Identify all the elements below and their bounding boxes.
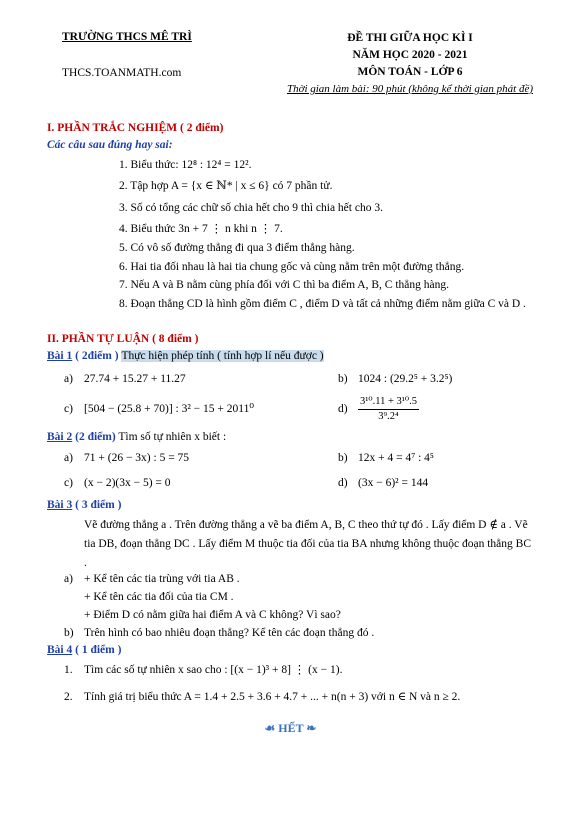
school-year: NĂM HỌC 2020 - 2021: [352, 49, 468, 61]
subject: MÔN TOÁN - LỚP 6: [357, 66, 463, 78]
bai1-points: ( 2điểm ): [72, 350, 122, 362]
bai2-task: Tìm số tự nhiên x biết :: [115, 431, 227, 443]
question-item-2: 2. Tập hợp A = {x ∈ ℕ* | x ≤ 6} có 7 phần tử.: [119, 180, 333, 192]
part1-instruction: Các câu sau đúng hay sai:: [47, 139, 173, 151]
bai2-points: (2 điểm): [72, 431, 116, 443]
bai1-c-expr: [504 − (25.8 + 70)] : 3² − 15 + 2011⁰: [84, 403, 254, 415]
header-right: [250, 30, 570, 98]
bai3-a1: a) + Kể tên các tia trùng với tia AB .: [64, 573, 240, 585]
bai2-d: d) (3x − 6)² = 144: [338, 477, 429, 489]
bai4-q2-text: Tính giá trị biểu thức A = 1.4 + 2.5 + 3.6 + 4.7 + ... + n(n + 3) với n ∈ N và n ≥ 2.: [84, 691, 461, 703]
bai3-description: Vẽ đường thẳng a . Trên đường thẳng a vẽ ba điểm A, B, C theo thứ tự đó . Lấy điểm D ∉ a . Vẽ tia DB, đoạn thẳng DC . Lấy điểm M thuộc tia đối của tia BA nhưng không thuộc đoạn thẳng BC .: [84, 519, 532, 569]
bai1-d-denominator: 3⁹.2⁴: [378, 411, 399, 423]
website: THCS.TOANMATH.com: [62, 66, 182, 79]
bai3-b-text: Trên hình có bao nhiêu đoạn thẳng? Kể tên các đoạn thẳng đó .: [84, 627, 375, 639]
bai1-task: Thực hiện phép tính ( tính hợp lí nếu được ): [121, 350, 324, 362]
bai2-label: Bài 2: [47, 431, 73, 443]
bai2-c: c) (x − 2)(3x − 5) = 0: [64, 477, 171, 489]
bai2-d-expr: (3x − 6)² = 144: [358, 477, 429, 489]
bai3-label: Bài 3: [47, 499, 73, 511]
bai1-d-fraction: [358, 395, 419, 424]
bai4-q2: 2. Tính giá trị biểu thức A = 1.4 + 2.5 + 3.6 + 4.7 + ... + n(n + 3) với n ∈ N và n ≥ 2.: [64, 691, 461, 703]
question-item-5: 5. Có vô số đường thẳng đi qua 3 điểm thẳng hàng.: [119, 242, 355, 254]
question-item-3: 3. Số có tổng các chữ số chia hết cho 9 thì chia hết cho 3.: [119, 202, 383, 214]
bai4-heading: [47, 643, 121, 659]
end-marker: ☙ HẾT ❧: [264, 721, 317, 735]
bai1-d-numerator: 3¹⁰.11 + 3¹⁰.5: [358, 395, 419, 410]
part2-title: II. PHẦN TỰ LUẬN ( 8 điểm ): [47, 333, 199, 345]
question-item-8: 8. Đoạn thẳng CD là hình gồm điểm C , điểm D và tất cả những điểm nằm giữa C và D .: [119, 298, 526, 310]
bai1-b-expr: 1024 : (29.2⁵ + 3.2⁵): [358, 373, 453, 385]
question-item-4: 4. Biểu thức 3n + 7 ⋮ n khi n ⋮ 7.: [119, 223, 283, 235]
bai3-heading: [47, 498, 121, 514]
part1-title: I. PHẦN TRẮC NGHIỆM ( 2 điểm): [47, 122, 224, 134]
bai4-points: ( 1 điểm ): [72, 644, 122, 656]
bai1-a-expr: 27.74 + 15.27 + 11.27: [84, 373, 186, 385]
bai1-b: b) 1024 : (29.2⁵ + 3.2⁵): [338, 373, 453, 385]
bai1-label: Bài 1: [47, 350, 73, 362]
exam-time: Thời gian làm bài: 90 phút (không kể thời gian phát đề): [286, 83, 534, 95]
bai4-q1: 1. Tìm các số tự nhiên x sao cho : [(x − 1)³ + 8] ⋮ (x − 1).: [64, 664, 343, 676]
bai2-a-expr: 71 + (26 − 3x) : 5 = 75: [84, 452, 190, 464]
bai1-d: d) $\frac{\text{3¹⁰.11 + 3¹⁰.5}}{\text{3⁹.2⁴}}$: [338, 395, 419, 424]
exam-title: ĐỀ THI GIỮA HỌC KÌ I: [347, 32, 473, 44]
question-item-7: 7. Nếu A và B nằm cùng phía đối với C thì ba điểm A, B, C thẳng hàng.: [119, 279, 449, 291]
bai3-a1-text: + Kể tên các tia trùng với tia AB .: [84, 573, 240, 585]
header-left: [62, 30, 212, 81]
bai4-label: Bài 4: [47, 644, 73, 656]
bai3-b: b) Trên hình có bao nhiêu đoạn thẳng? Kể tên các đoạn thẳng đó .: [64, 627, 375, 639]
bai3-a2: + Kể tên các tia đối của tia CM .: [84, 591, 234, 603]
bai2-c-expr: (x − 2)(3x − 5) = 0: [84, 477, 171, 489]
bai1-c: c) [504 − (25.8 + 70)] : 3² − 15 + 2011⁰: [64, 403, 254, 415]
bai2-a: a) 71 + (26 − 3x) : 5 = 75: [64, 452, 190, 464]
question-item-6: 6. Hai tia đối nhau là hai tia chung gốc và cùng nằm trên một đường thẳng.: [119, 261, 465, 273]
bai4-q1-text: Tìm các số tự nhiên x sao cho : [(x − 1)³ + 8] ⋮ (x − 1).: [84, 664, 343, 676]
bai3-a3: + Điểm D có nằm giữa hai điểm A và C không? Vì sao?: [84, 609, 341, 621]
bai2-b: b) 12x + 4 = 4⁷ : 4⁵: [338, 452, 434, 464]
bai1-a: a) 27.74 + 15.27 + 11.27: [64, 373, 186, 385]
bai2-b-expr: 12x + 4 = 4⁷ : 4⁵: [358, 452, 434, 464]
bai2-heading: [47, 430, 226, 446]
school-name: TRƯỜNG THCS MÊ TRÌ: [62, 31, 192, 43]
bai1-heading: [47, 349, 324, 365]
question-item-1: 1. Biểu thức: 12⁸ : 12⁴ = 12².: [119, 159, 252, 171]
bai3-points: ( 3 điểm ): [72, 499, 122, 511]
